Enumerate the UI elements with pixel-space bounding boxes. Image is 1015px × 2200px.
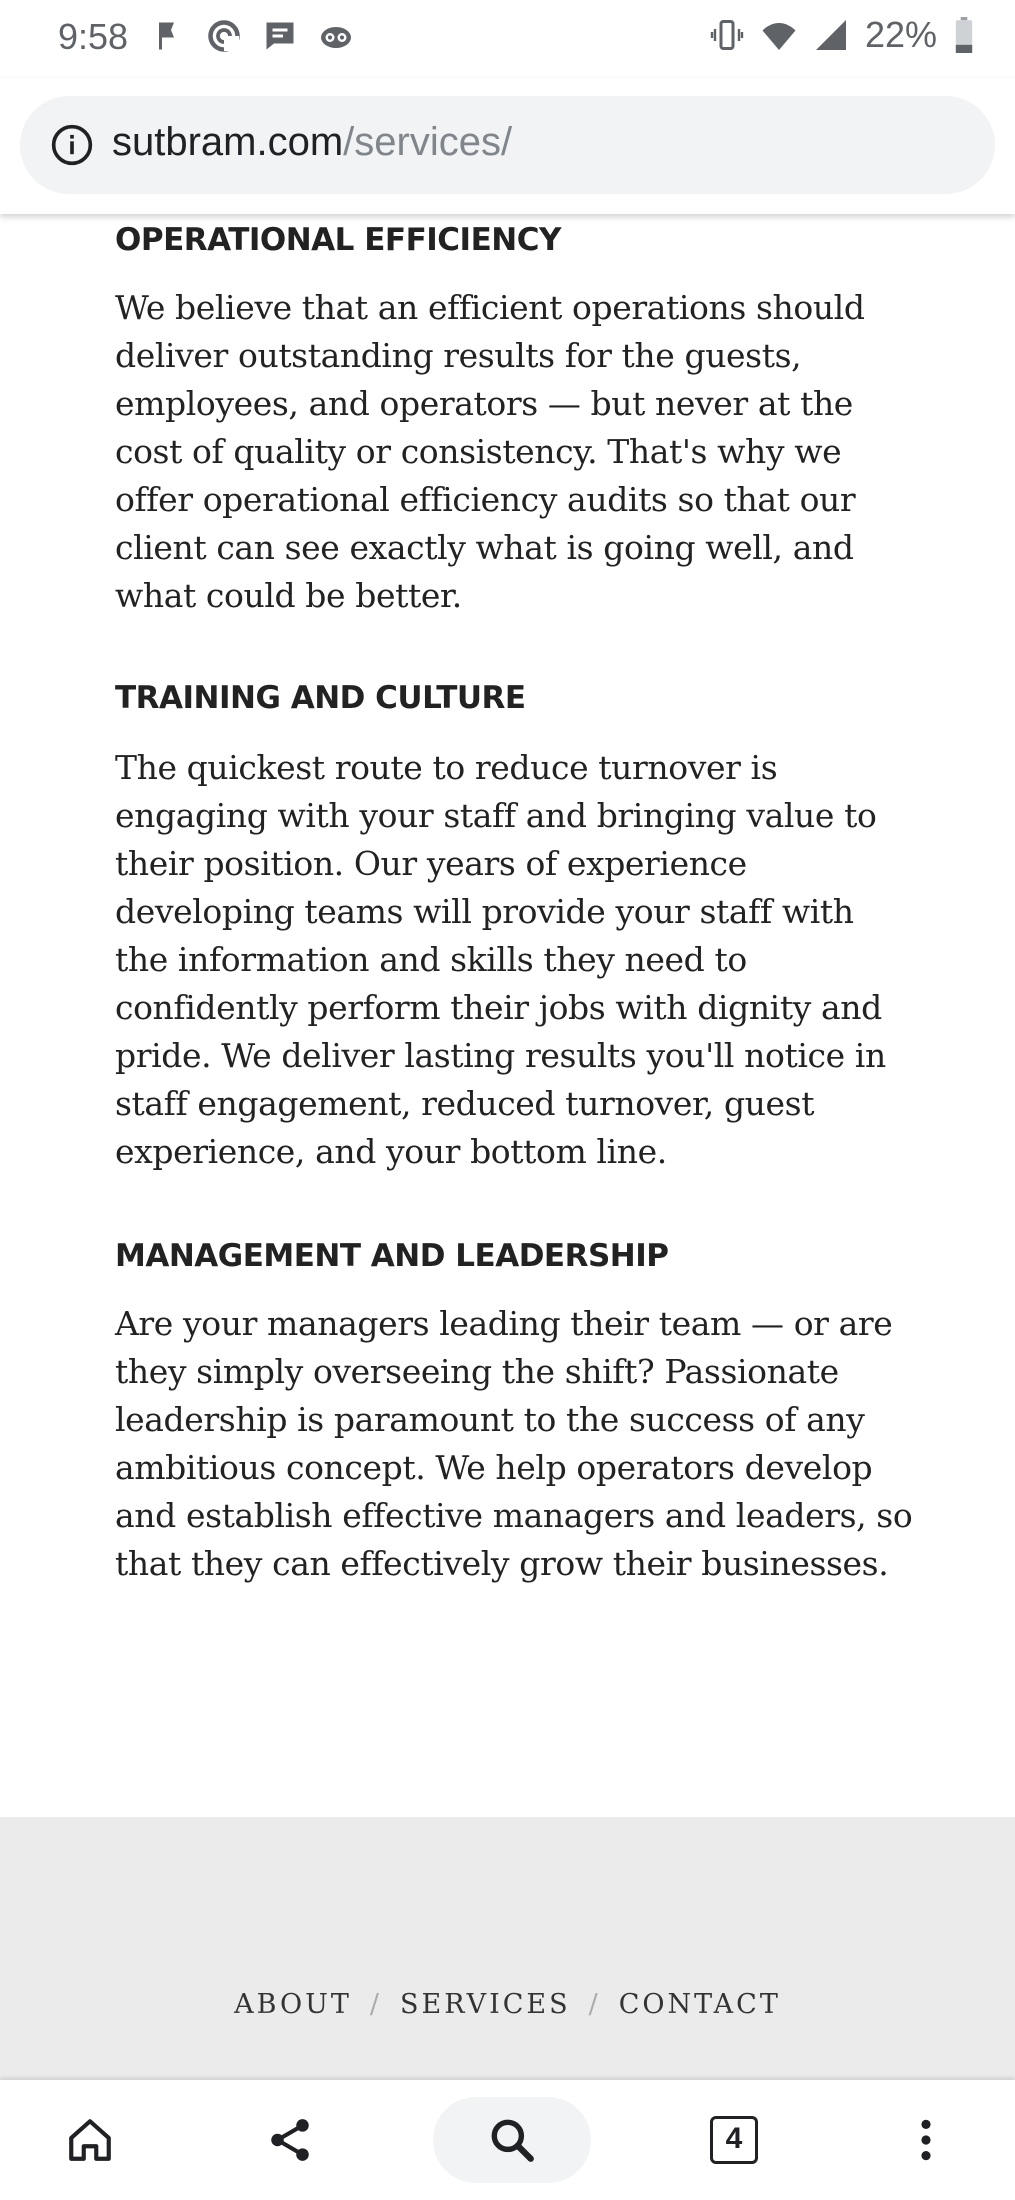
system-icons <box>709 14 975 56</box>
section-heading-operational-efficiency: OPERATIONAL EFFICIENCY <box>115 222 561 258</box>
tab-count: 4 <box>725 2122 743 2155</box>
owl-icon <box>318 18 354 54</box>
footer-nav <box>0 1989 1015 2020</box>
section-body-training-culture: The quickest route to reduce turnover is engaging with your staff and bringing value to their position. Our years of experience developing teams will provide your staff with the information and skills they need to confidently perform their jobs with dignity and pride. We deliver lasting results you'll notice in staff engagement, reduced turnover, guest experience, and your bottom line. <box>115 748 886 1171</box>
footer-separator: / <box>369 1989 382 2020</box>
pocketcasts-icon <box>206 18 242 54</box>
section-heading-management-leadership: MANAGEMENT AND LEADERSHIP <box>115 1238 669 1274</box>
notification-icons <box>150 18 354 54</box>
battery-icon <box>953 17 975 53</box>
status-time: 9:58 <box>58 16 129 57</box>
footer-separator: / <box>588 1989 601 2020</box>
more-menu-button[interactable] <box>884 2098 968 2182</box>
search-icon <box>487 2115 537 2165</box>
url-path: /services/ <box>343 120 513 164</box>
browser-bottom-bar <box>0 2080 1015 2200</box>
flag-icon <box>150 18 186 54</box>
home-button[interactable] <box>48 2098 132 2182</box>
address-bar[interactable] <box>20 96 995 194</box>
url-text[interactable] <box>112 120 512 165</box>
signal-icon <box>813 17 849 53</box>
wifi-icon <box>761 17 797 53</box>
battery-percent: 22% <box>864 14 937 55</box>
section-body-operational-efficiency: We believe that an efficient operations should deliver outstanding results for the guests, employees, and operators — but never at the cost of quality or consistency. That's why we offer operational efficiency audits so that our client can see exactly what is going well, and what could be better. <box>115 288 865 615</box>
status-bar <box>0 0 1015 78</box>
message-icon <box>262 18 298 54</box>
search-button[interactable] <box>433 2097 591 2183</box>
home-icon <box>65 2115 115 2165</box>
more-icon <box>901 2115 951 2165</box>
info-icon[interactable] <box>50 123 94 167</box>
share-icon <box>265 2115 315 2165</box>
tabs-button[interactable] <box>692 2098 776 2182</box>
share-button[interactable] <box>248 2098 332 2182</box>
site-footer <box>0 1817 1015 2080</box>
url-domain: sutbram.com <box>112 120 344 164</box>
section-heading-training-culture: TRAINING AND CULTURE <box>115 680 526 716</box>
tabs-icon <box>710 2116 758 2164</box>
vibrate-icon <box>709 17 745 53</box>
section-body-management-leadership: Are your managers leading their team — or are they simply overseeing the shift? Passionate leadership is paramount to the success of any ambitious concept. We help operators develop and establish effective managers and leaders, so that they can effectively grow their businesses. <box>115 1304 913 1583</box>
footer-link-about[interactable]: ABOUT <box>234 1989 352 2020</box>
footer-link-services[interactable]: SERVICES <box>400 1989 571 2020</box>
browser-toolbar <box>0 78 1015 214</box>
footer-link-contact[interactable]: CONTACT <box>618 1989 781 2020</box>
